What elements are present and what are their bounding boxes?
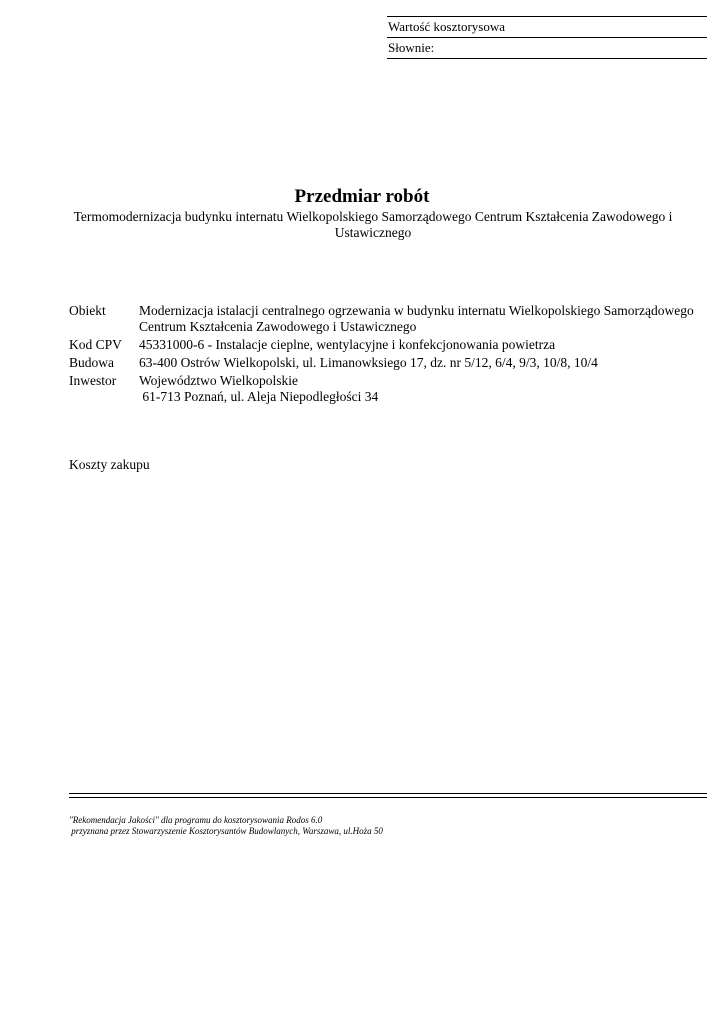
purchase-costs-label: Koszty zakupu xyxy=(69,457,150,472)
investor-address: 61-713 Poznań, ul. Aleja Niepodległości 34 xyxy=(139,389,379,404)
info-label: Kod CPV xyxy=(69,337,122,352)
footnote xyxy=(69,815,383,837)
info-value xyxy=(139,373,709,405)
info-row-site xyxy=(69,355,709,371)
document-subtitle: Termomodernizacja budynku internatu Wielkopolskiego Samorządowego Centrum Kształcenia Zawodowego i Ustawicznego xyxy=(73,209,673,240)
amount-in-words-label: Słownie: xyxy=(388,40,435,55)
estimate-value-label: Wartość kosztorysowa xyxy=(388,19,506,34)
info-label: Budowa xyxy=(69,355,114,370)
info-value: 45331000-6 - Instalacje cieplne, wentylacyjne i konfekcjonowania powietrza xyxy=(139,337,556,352)
info-row-cpv xyxy=(69,337,709,353)
info-label: Obiekt xyxy=(69,303,106,318)
footnote-line: "Rekomendacja Jakości" dla programu do kosztorysowania Rodos 6.0 xyxy=(69,815,323,825)
info-value: 63-400 Ostrów Wielkopolski, ul. Limanowksiego 17, dz. nr 5/12, 6/4, 9/3, 10/8, 10/4 xyxy=(139,355,598,370)
info-row-investor xyxy=(69,373,709,405)
footnote-line: przyznana przez Stowarzyszenie Kosztorysantów Budowlanych, Warszawa, ul.Hoża 50 xyxy=(69,826,383,836)
divider xyxy=(387,58,707,59)
investor-name: Województwo Wielkopolskie xyxy=(139,373,298,388)
info-value: Modernizacja istalacji centralnego ogrzewania w budynku internatu Wielkopolskiego Samorządowego Centrum Kształcenia Zawodowego i Ustawicznego xyxy=(139,303,694,334)
info-row-object xyxy=(69,303,709,335)
document-title: Przedmiar robót xyxy=(294,186,430,207)
info-label: Inwestor xyxy=(69,373,117,388)
footer-divider xyxy=(69,793,707,798)
estimate-value-box xyxy=(387,16,707,59)
project-info xyxy=(69,303,709,407)
